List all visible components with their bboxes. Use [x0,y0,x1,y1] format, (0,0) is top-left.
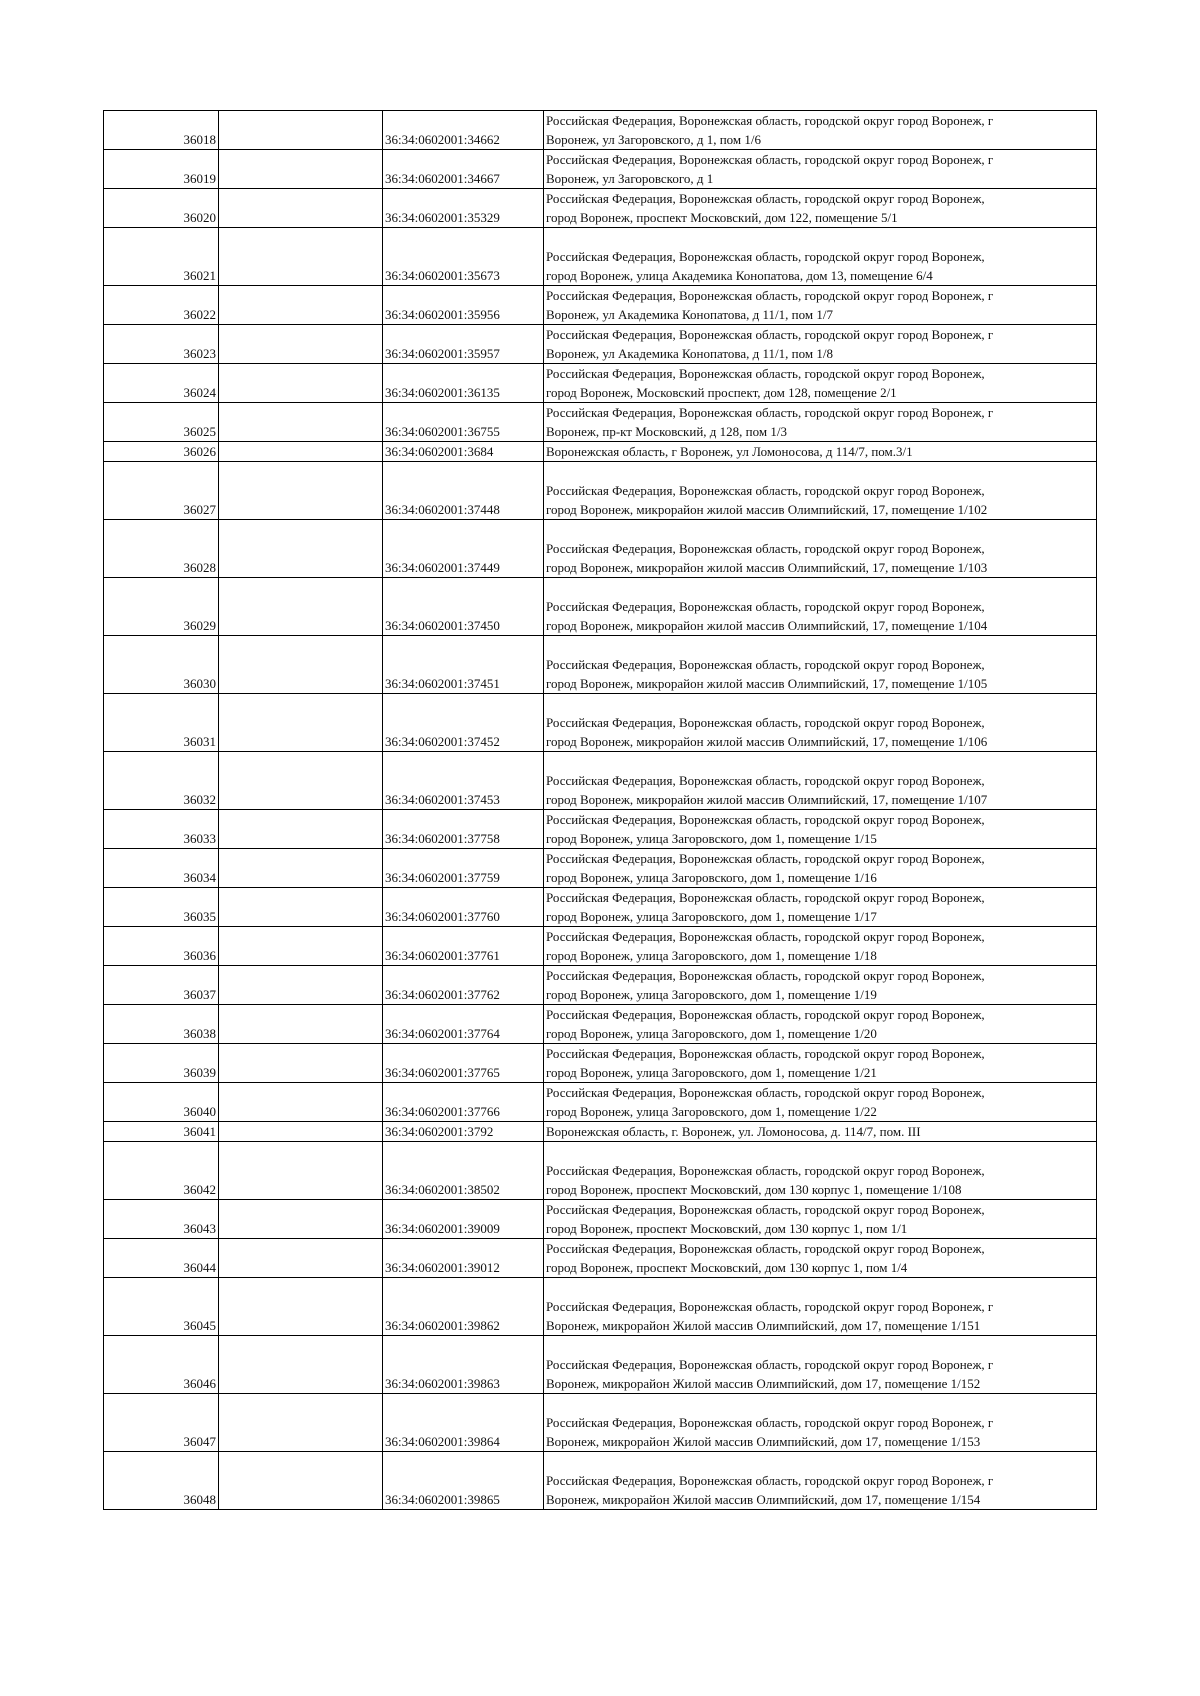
table-row [104,111,1097,150]
table-row [104,636,1097,694]
cadastral-number-cell: 36:34:0602001:35329 [383,189,544,228]
table-row [104,462,1097,520]
table-row [104,578,1097,636]
address-line: город Воронеж, проспект Московский, дом 130 корпус 1, помещение 1/108 [546,1182,962,1197]
cadastral-number-cell: 36:34:0602001:37765 [383,1044,544,1083]
cadastral-number-cell: 36:34:0602001:39864 [383,1394,544,1452]
table-row [104,189,1097,228]
cadastral-number-cell: 36:34:0602001:37764 [383,1005,544,1044]
table-row [104,752,1097,810]
cadastral-number-cell: 36:34:0602001:36755 [383,403,544,442]
registry-table-body [104,111,1097,1510]
cadastral-number-cell: 36:34:0602001:39862 [383,1278,544,1336]
address-line: город Воронеж, микрорайон жилой массив Олимпийский, 17, помещение 1/107 [546,792,988,807]
address-line: Воронеж, микрорайон Жилой массив Олимпийский, дом 17, помещение 1/151 [546,1318,981,1333]
address-cell [544,286,1097,325]
address-line: город Воронеж, улица Загоровского, дом 1, помещение 1/22 [546,1104,877,1119]
row-number-cell: 36026 [104,442,219,462]
row-number-cell: 36038 [104,1005,219,1044]
row-number-cell: 36035 [104,888,219,927]
address-cell [544,228,1097,286]
address-cell [544,442,1097,462]
empty-cell [219,1200,383,1239]
table-row [104,403,1097,442]
empty-cell [219,1336,383,1394]
address-line: Воронеж, пр-кт Московский, д 128, пом 1/3 [546,424,787,439]
address-line: Российская Федерация, Воронежская область, городской округ город Воронеж, [546,1007,985,1022]
table-row [104,325,1097,364]
cadastral-number-cell: 36:34:0602001:34662 [383,111,544,150]
table-row [104,966,1097,1005]
table-row [104,1452,1097,1510]
registry-table [103,110,1097,1510]
table-row [104,927,1097,966]
row-number-cell: 36025 [104,403,219,442]
row-number-cell: 36033 [104,810,219,849]
address-line: Российская Федерация, Воронежская область, городской округ город Воронеж, [546,366,985,381]
address-cell [544,636,1097,694]
empty-cell [219,966,383,1005]
cadastral-number-cell: 36:34:0602001:39012 [383,1239,544,1278]
address-cell [544,1142,1097,1200]
address-line: Российская Федерация, Воронежская область, городской округ город Воронеж, [546,773,985,788]
address-line: Российская Федерация, Воронежская область, городской округ город Воронеж, [546,851,985,866]
address-line: Российская Федерация, Воронежская область, городской округ город Воронеж, [546,249,985,264]
cadastral-number-cell: 36:34:0602001:38502 [383,1142,544,1200]
address-line: город Воронеж, улица Загоровского, дом 1, помещение 1/18 [546,948,877,963]
cadastral-number-cell: 36:34:0602001:37766 [383,1083,544,1122]
address-line: Российская Федерация, Воронежская область, городской округ город Воронеж, [546,812,985,827]
row-number-cell: 36041 [104,1122,219,1142]
address-cell [544,694,1097,752]
address-line [546,1278,1094,1297]
row-number-cell: 36031 [104,694,219,752]
address-line [546,1142,1094,1161]
table-row [104,1142,1097,1200]
row-number-cell: 36023 [104,325,219,364]
cadastral-number-cell: 36:34:0602001:37452 [383,694,544,752]
empty-cell [219,1142,383,1200]
address-line: город Воронеж, улица Загоровского, дом 1, помещение 1/21 [546,1065,877,1080]
address-cell [544,752,1097,810]
address-line [546,694,1094,713]
cadastral-number-cell: 36:34:0602001:37448 [383,462,544,520]
table-row [104,520,1097,578]
address-cell [544,462,1097,520]
address-line: город Воронеж, проспект Московский, дом 122, помещение 5/1 [546,210,898,225]
row-number-cell: 36047 [104,1394,219,1452]
address-cell [544,1200,1097,1239]
cadastral-number-cell: 36:34:0602001:37759 [383,849,544,888]
table-row [104,364,1097,403]
address-cell [544,1005,1097,1044]
cadastral-number-cell: 36:34:0602001:35673 [383,228,544,286]
address-line [546,462,1094,481]
cadastral-number-cell: 36:34:0602001:3792 [383,1122,544,1142]
empty-cell [219,228,383,286]
address-line: Российская Федерация, Воронежская область, городской округ город Воронеж, [546,1085,985,1100]
row-number-cell: 36044 [104,1239,219,1278]
row-number-cell: 36043 [104,1200,219,1239]
row-number-cell: 36024 [104,364,219,403]
address-cell [544,1044,1097,1083]
empty-cell [219,442,383,462]
address-line: Российская Федерация, Воронежская область, городской округ город Воронеж, г [546,152,994,167]
address-line: город Воронеж, микрорайон жилой массив Олимпийский, 17, помещение 1/103 [546,560,988,575]
table-row [104,1239,1097,1278]
empty-cell [219,111,383,150]
address-line: Российская Федерация, Воронежская область, городской округ город Воронеж, г [546,1299,994,1314]
address-cell [544,1452,1097,1510]
address-line: Воронеж, микрорайон Жилой массив Олимпийский, дом 17, помещение 1/153 [546,1434,981,1449]
cadastral-number-cell: 36:34:0602001:37453 [383,752,544,810]
table-row [104,1394,1097,1452]
address-line: Воронеж, ул Академика Конопатова, д 11/1, пом 1/8 [546,346,833,361]
cadastral-number-cell: 36:34:0602001:35956 [383,286,544,325]
row-number-cell: 36021 [104,228,219,286]
table-row [104,286,1097,325]
row-number-cell: 36042 [104,1142,219,1200]
address-line: город Воронеж, микрорайон жилой массив Олимпийский, 17, помещение 1/104 [546,618,988,633]
address-line: Российская Федерация, Воронежская область, городской округ город Воронеж, [546,890,985,905]
address-line: Российская Федерация, Воронежская область, городской округ город Воронеж, г [546,1473,994,1488]
address-line: Российская Федерация, Воронежская область, городской округ город Воронеж, [546,599,985,614]
address-cell [544,1278,1097,1336]
table-row [104,888,1097,927]
address-cell [544,1083,1097,1122]
address-line: город Воронеж, улица Загоровского, дом 1, помещение 1/15 [546,831,877,846]
empty-cell [219,325,383,364]
cadastral-number-cell: 36:34:0602001:35957 [383,325,544,364]
cadastral-number-cell: 36:34:0602001:39865 [383,1452,544,1510]
cadastral-number-cell: 36:34:0602001:3684 [383,442,544,462]
address-line: город Воронеж, микрорайон жилой массив Олимпийский, 17, помещение 1/102 [546,502,988,517]
row-number-cell: 36048 [104,1452,219,1510]
address-cell [544,849,1097,888]
table-row [104,694,1097,752]
empty-cell [219,1122,383,1142]
address-line: город Воронеж, микрорайон жилой массив Олимпийский, 17, помещение 1/106 [546,734,988,749]
address-line: город Воронеж, улица Загоровского, дом 1, помещение 1/17 [546,909,877,924]
address-cell [544,888,1097,927]
address-cell [544,1239,1097,1278]
row-number-cell: 36020 [104,189,219,228]
address-cell [544,1336,1097,1394]
empty-cell [219,1005,383,1044]
address-line [546,752,1094,771]
address-line: город Воронеж, улица Академика Конопатова, дом 13, помещение 6/4 [546,268,933,283]
cadastral-number-cell: 36:34:0602001:37760 [383,888,544,927]
address-cell [544,111,1097,150]
address-line: Воронежская область, г Воронеж, ул Ломоносова, д 114/7, пом.3/1 [546,444,913,459]
cadastral-number-cell: 36:34:0602001:36135 [383,364,544,403]
cadastral-number-cell: 36:34:0602001:37450 [383,578,544,636]
row-number-cell: 36037 [104,966,219,1005]
address-line [546,636,1094,655]
address-line [546,1336,1094,1355]
empty-cell [219,1044,383,1083]
address-line [546,520,1094,539]
empty-cell [219,694,383,752]
address-line [546,578,1094,597]
empty-cell [219,286,383,325]
row-number-cell: 36034 [104,849,219,888]
cadastral-number-cell: 36:34:0602001:37762 [383,966,544,1005]
cadastral-number-cell: 36:34:0602001:39863 [383,1336,544,1394]
address-line: город Воронеж, проспект Московский, дом 130 корпус 1, пом 1/1 [546,1221,908,1236]
address-line: Российская Федерация, Воронежская область, городской округ город Воронеж, [546,929,985,944]
address-line: город Воронеж, Московский проспект, дом 128, помещение 2/1 [546,385,897,400]
table-row [104,849,1097,888]
address-line: Воронеж, ул Академика Конопатова, д 11/1, пом 1/7 [546,307,833,322]
address-line: Воронеж, ул Загоровского, д 1, пом 1/6 [546,132,761,147]
cadastral-number-cell: 36:34:0602001:39009 [383,1200,544,1239]
row-number-cell: 36029 [104,578,219,636]
address-line [546,228,1094,247]
row-number-cell: 36046 [104,1336,219,1394]
table-row [104,150,1097,189]
empty-cell [219,364,383,403]
cadastral-number-cell: 36:34:0602001:37761 [383,927,544,966]
address-line: Российская Федерация, Воронежская область, городской округ город Воронеж, г [546,288,994,303]
empty-cell [219,520,383,578]
address-cell [544,520,1097,578]
row-number-cell: 36036 [104,927,219,966]
empty-cell [219,1394,383,1452]
empty-cell [219,752,383,810]
empty-cell [219,462,383,520]
address-line: Российская Федерация, Воронежская область, городской округ город Воронеж, [546,715,985,730]
empty-cell [219,150,383,189]
address-line: Воронеж, ул Загоровского, д 1 [546,171,714,186]
row-number-cell: 36028 [104,520,219,578]
row-number-cell: 36032 [104,752,219,810]
row-number-cell: 36027 [104,462,219,520]
empty-cell [219,1278,383,1336]
address-cell [544,325,1097,364]
address-cell [544,189,1097,228]
address-line: Воронеж, микрорайон Жилой массив Олимпийский, дом 17, помещение 1/152 [546,1376,981,1391]
row-number-cell: 36040 [104,1083,219,1122]
empty-cell [219,189,383,228]
address-cell [544,364,1097,403]
address-line: Воронежская область, г. Воронеж, ул. Ломоносова, д. 114/7, пом. III [546,1124,921,1139]
address-line: Российская Федерация, Воронежская область, городской округ город Воронеж, [546,1046,985,1061]
address-cell [544,810,1097,849]
empty-cell [219,578,383,636]
row-number-cell: 36022 [104,286,219,325]
table-row [104,1005,1097,1044]
row-number-cell: 36018 [104,111,219,150]
table-row [104,1278,1097,1336]
address-cell [544,1122,1097,1142]
table-row [104,810,1097,849]
address-line: Российская Федерация, Воронежская область, городской округ город Воронеж, [546,1241,985,1256]
table-row [104,1044,1097,1083]
address-line: Российская Федерация, Воронежская область, городской округ город Воронеж, г [546,1415,994,1430]
address-line: Российская Федерация, Воронежская область, городской округ город Воронеж, г [546,113,994,128]
empty-cell [219,888,383,927]
cadastral-number-cell: 36:34:0602001:37758 [383,810,544,849]
table-row [104,1200,1097,1239]
empty-cell [219,1239,383,1278]
empty-cell [219,927,383,966]
empty-cell [219,849,383,888]
address-line: Российская Федерация, Воронежская область, городской округ город Воронеж, г [546,405,994,420]
row-number-cell: 36019 [104,150,219,189]
address-line: Российская Федерация, Воронежская область, городской округ город Воронеж, [546,191,985,206]
row-number-cell: 36045 [104,1278,219,1336]
cadastral-number-cell: 36:34:0602001:37449 [383,520,544,578]
address-line: Российская Федерация, Воронежская область, городской округ город Воронеж, [546,541,985,556]
address-line: город Воронеж, проспект Московский, дом 130 корпус 1, пом 1/4 [546,1260,908,1275]
address-line: Российская Федерация, Воронежская область, городской округ город Воронеж, [546,657,985,672]
address-line [546,1452,1094,1471]
table-row [104,228,1097,286]
address-line: Российская Федерация, Воронежская область, городской округ город Воронеж, [546,1163,985,1178]
cadastral-number-cell: 36:34:0602001:34667 [383,150,544,189]
table-row [104,1336,1097,1394]
empty-cell [219,403,383,442]
table-row [104,442,1097,462]
address-line: Российская Федерация, Воронежская область, городской округ город Воронеж, г [546,327,994,342]
empty-cell [219,810,383,849]
empty-cell [219,1083,383,1122]
address-line: город Воронеж, улица Загоровского, дом 1, помещение 1/20 [546,1026,877,1041]
row-number-cell: 36039 [104,1044,219,1083]
address-cell [544,1394,1097,1452]
table-row [104,1083,1097,1122]
address-line: Российская Федерация, Воронежская область, городской округ город Воронеж, г [546,1357,994,1372]
address-cell [544,150,1097,189]
address-line: Российская Федерация, Воронежская область, городской округ город Воронеж, [546,968,985,983]
address-cell [544,927,1097,966]
row-number-cell: 36030 [104,636,219,694]
address-cell [544,578,1097,636]
address-cell [544,403,1097,442]
table-row [104,1122,1097,1142]
address-line: город Воронеж, улица Загоровского, дом 1, помещение 1/19 [546,987,877,1002]
empty-cell [219,1452,383,1510]
address-line: Воронеж, микрорайон Жилой массив Олимпийский, дом 17, помещение 1/154 [546,1492,981,1507]
cadastral-number-cell: 36:34:0602001:37451 [383,636,544,694]
address-line: город Воронеж, микрорайон жилой массив Олимпийский, 17, помещение 1/105 [546,676,988,691]
address-line: Российская Федерация, Воронежская область, городской округ город Воронеж, [546,1202,985,1217]
empty-cell [219,636,383,694]
address-cell [544,966,1097,1005]
address-line [546,1394,1094,1413]
address-line: город Воронеж, улица Загоровского, дом 1, помещение 1/16 [546,870,877,885]
address-line: Российская Федерация, Воронежская область, городской округ город Воронеж, [546,483,985,498]
